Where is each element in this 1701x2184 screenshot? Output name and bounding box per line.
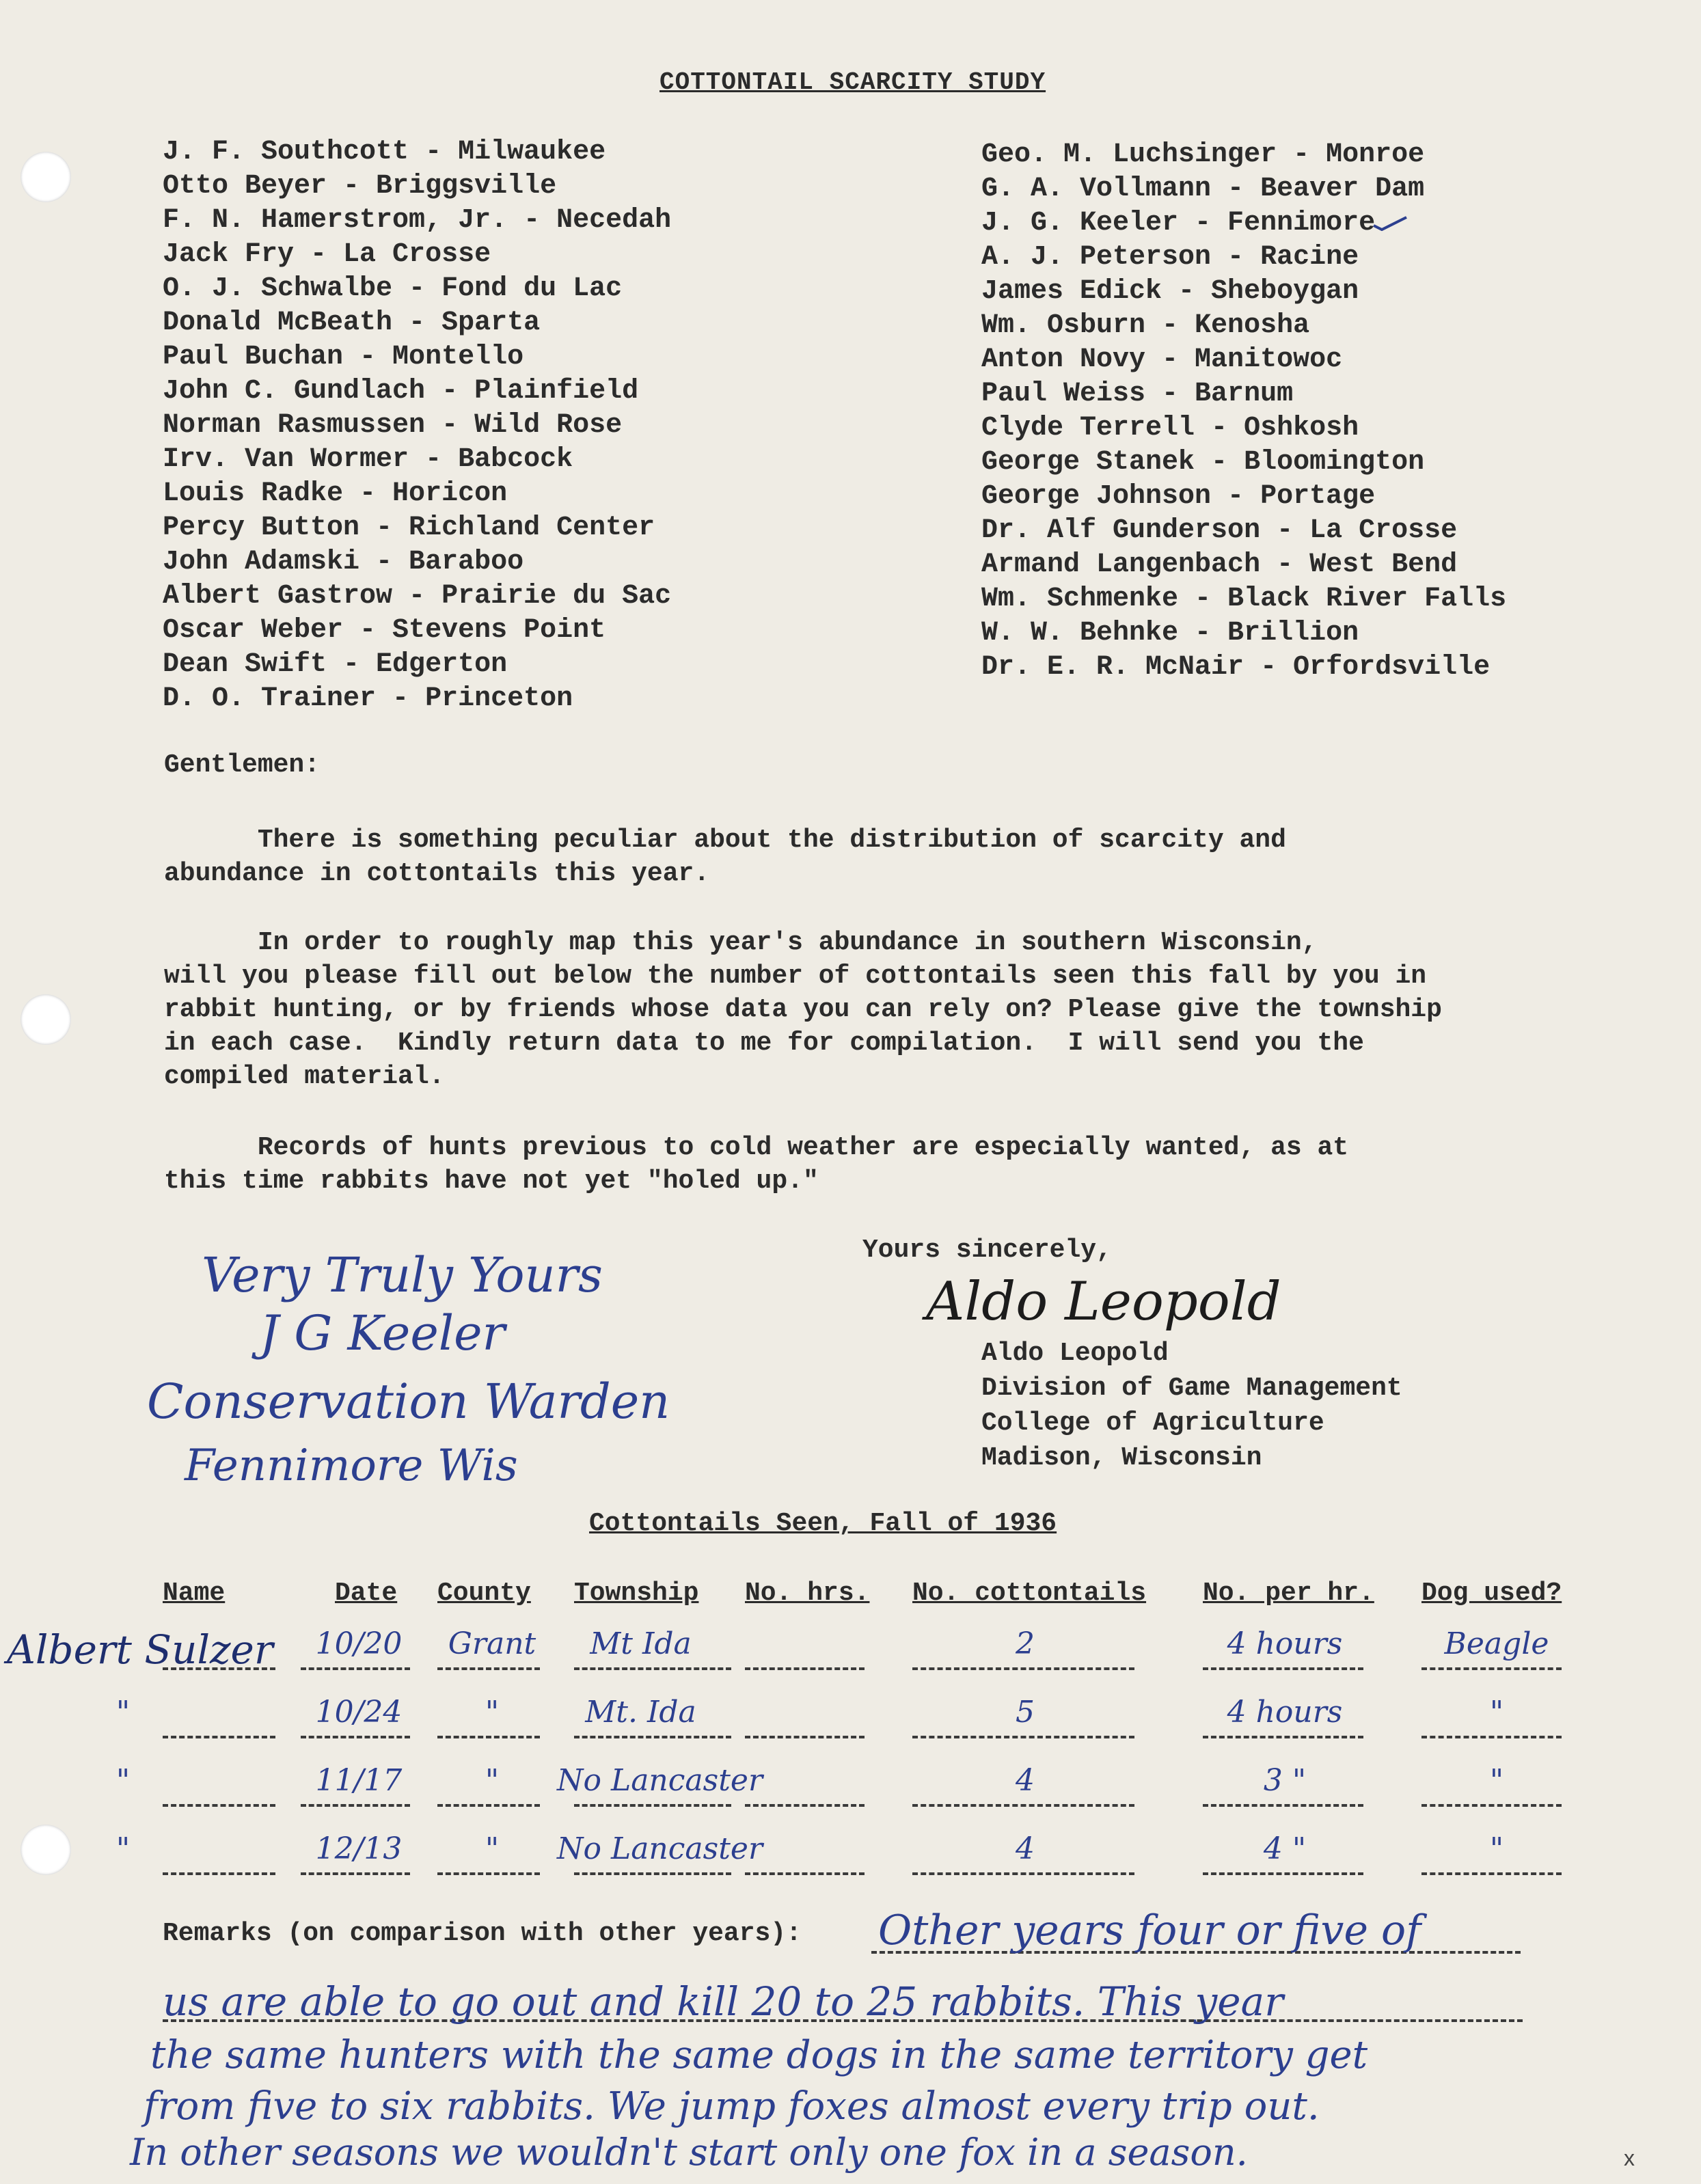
paragraph-3 (164, 1131, 1348, 1198)
header-county: County (437, 1579, 531, 1608)
remarks-line-2: us are able to go out and kill 20 to 25 rabbits. This year (163, 1978, 1283, 2025)
header-dog-used: Dog used? (1421, 1579, 1562, 1608)
remarks-line-3: the same hunters with the same dogs in the same territory get (150, 2033, 1368, 2077)
corner-mark: x (1624, 2146, 1635, 2170)
recipient-left-14: Albert Gastrow - Prairie du Sac (163, 581, 672, 612)
header-hours: No. hrs. (745, 1579, 870, 1608)
row-1-name-line (163, 1667, 275, 1670)
recipient-left-17: D. O. Trainer - Princeton (163, 683, 573, 714)
paragraph-3-line-2: this time rabbits have not yet "holed up." (164, 1166, 819, 1196)
recipient-right-13: Armand Langenbach - West Bend (981, 549, 1458, 580)
recipient-left-7: Paul Buchan - Montello (163, 342, 524, 372)
recipient-right-10: George Stanek - Bloomington (981, 447, 1425, 478)
row-4-name: " (115, 1831, 131, 1866)
row-3-county: " (485, 1763, 500, 1798)
row-3-cottontails-rule (912, 1804, 1134, 1807)
row-3-dog: " (1489, 1763, 1504, 1798)
row-1-cottontails-rule (912, 1667, 1134, 1670)
paragraph-1 (164, 823, 1286, 890)
row-1-dog: Beagle (1444, 1626, 1549, 1661)
row-2-date: 10/24 (315, 1695, 403, 1730)
row-4-township-rule (574, 1872, 731, 1875)
row-4-cottontails-rule (912, 1872, 1134, 1875)
row-2-per_hr: 4 hours (1227, 1695, 1343, 1730)
header-name: Name (163, 1579, 226, 1608)
row-2-name-line (163, 1736, 275, 1738)
recipient-left-11: Louis Radke - Horicon (163, 478, 508, 509)
signature-block-line-1: Aldo Leopold (981, 1339, 1169, 1368)
row-2-name: " (115, 1695, 131, 1730)
row-1-date-rule (301, 1667, 410, 1670)
row-4-name-line (163, 1872, 275, 1875)
paragraph-3-line-1: Records of hunts previous to cold weather are especially wanted, as at (164, 1133, 1349, 1162)
signature-block (981, 1336, 1402, 1475)
paragraph-2-line-1: In order to roughly map this year's abundance in southern Wisconsin, (164, 928, 1318, 957)
row-4-county-rule (437, 1872, 540, 1875)
row-2-dog-rule (1421, 1736, 1562, 1738)
recipient-right-15: W. W. Behnke - Brillion (981, 618, 1359, 649)
reply-note-line-1: Very Truly Yours (202, 1247, 603, 1303)
remarks-label: Remarks (on comparison with other years): (163, 1919, 802, 1948)
recipients-left-column (163, 135, 671, 716)
row-1-county: Grant (448, 1626, 536, 1661)
signature-block-line-2: Division of Game Management (981, 1374, 1402, 1403)
row-2-cottontails-rule (912, 1736, 1134, 1738)
recipient-right-4: A. J. Peterson - Racine (981, 242, 1359, 273)
recipient-left-4: Jack Fry - La Crosse (163, 239, 491, 270)
punch-hole-top (21, 152, 71, 202)
recipient-left-12: Percy Button - Richland Center (163, 513, 655, 543)
recipient-right-12: Dr. Alf Gunderson - La Crosse (981, 515, 1458, 546)
punch-hole-middle (21, 994, 71, 1045)
row-1-per_hr: 4 hours (1227, 1626, 1343, 1661)
row-3-dog-rule (1421, 1804, 1562, 1807)
leopold-signature: Aldo Leopold (926, 1271, 1281, 1333)
row-2-dog: " (1489, 1695, 1504, 1730)
recipient-left-16: Dean Swift - Edgerton (163, 649, 508, 680)
row-3-date-rule (301, 1804, 410, 1807)
row-4-dog: " (1489, 1831, 1504, 1866)
row-1-township-rule (574, 1667, 731, 1670)
row-4-date: 12/13 (315, 1831, 403, 1866)
row-2-per_hr-rule (1203, 1736, 1363, 1738)
row-4-dog-rule (1421, 1872, 1562, 1875)
remarks-line-1: Other years four or five of (878, 1907, 1421, 1954)
row-1-township: Mt Ida (590, 1626, 692, 1661)
row-2-date-rule (301, 1736, 410, 1738)
recipient-right-5: James Edick - Sheboygan (981, 276, 1359, 307)
row-3-township: No Lancaster (557, 1763, 763, 1798)
row-1-county-rule (437, 1667, 540, 1670)
row-3-name: " (115, 1763, 131, 1798)
row-2-county: " (485, 1695, 500, 1730)
recipient-left-5: O. J. Schwalbe - Fond du Lac (163, 273, 623, 304)
recipient-left-9: Norman Rasmussen - Wild Rose (163, 410, 623, 441)
row-2-hrs-rule (745, 1736, 865, 1738)
recipients-right-column (981, 138, 1506, 685)
recipient-right-11: George Johnson - Portage (981, 481, 1376, 512)
paragraph-1-line-1: There is something peculiar about the distribution of scarcity and (164, 825, 1286, 855)
row-4-township: No Lancaster (557, 1831, 763, 1866)
row-2-cottontails: 5 (1016, 1695, 1035, 1730)
row-4-cottontails: 4 (1016, 1831, 1035, 1866)
document-title: COTTONTAIL SCARCITY STUDY (659, 68, 1046, 96)
row-3-county-rule (437, 1804, 540, 1807)
row-4-per_hr-rule (1203, 1872, 1363, 1875)
signature-block-line-4: Madison, Wisconsin (981, 1443, 1262, 1473)
row-4-hrs-rule (745, 1872, 865, 1875)
reply-note-line-2: J G Keeler (260, 1305, 506, 1361)
header-cottontails: No. cottontails (912, 1579, 1147, 1608)
recipient-right-1: Geo. M. Luchsinger - Monroe (981, 139, 1425, 170)
row-3-name-line (163, 1804, 275, 1807)
row-1-per_hr-rule (1203, 1667, 1363, 1670)
check-mark-icon (1372, 216, 1408, 231)
recipient-left-8: John C. Gundlach - Plainfield (163, 376, 639, 407)
recipient-left-1: J. F. Southcott - Milwaukee (163, 137, 606, 167)
reply-note-line-3: Conservation Warden (147, 1374, 670, 1430)
remarks-line-5: In other seasons we wouldn't start only one fox in a season. (130, 2131, 1248, 2174)
row-1-cottontails: 2 (1016, 1626, 1035, 1661)
paragraph-2-line-5: compiled material. (164, 1062, 445, 1091)
row-2-township: Mt. Ida (585, 1695, 696, 1730)
paragraph-1-line-2: abundance in cottontails this year. (164, 859, 710, 888)
paragraph-2 (164, 926, 1442, 1093)
paragraph-2-line-2: will you please fill out below the number of cottontails seen this fall by you in (164, 961, 1427, 991)
row-3-per_hr: 3 " (1263, 1763, 1307, 1798)
recipient-right-9: Clyde Terrell - Oshkosh (981, 413, 1359, 443)
header-per-hour: No. per hr. (1203, 1579, 1374, 1608)
recipient-left-13: John Adamski - Baraboo (163, 547, 524, 577)
header-date: Date (335, 1579, 398, 1608)
paragraph-2-line-3: rabbit hunting, or by friends whose data you can rely on? Please give the township (164, 995, 1442, 1024)
row-3-township-rule (574, 1804, 731, 1807)
recipient-left-3: F. N. Hamerstrom, Jr. - Necedah (163, 205, 672, 236)
recipient-right-16: Dr. E. R. McNair - Orfordsville (981, 652, 1491, 683)
row-3-per_hr-rule (1203, 1804, 1363, 1807)
header-township: Township (574, 1579, 699, 1608)
recipient-left-2: Otto Beyer - Briggsville (163, 171, 557, 202)
recipient-right-2: G. A. Vollmann - Beaver Dam (981, 174, 1425, 204)
table-title: Cottontails Seen, Fall of 1936 (589, 1509, 1057, 1538)
row-3-hrs-rule (745, 1804, 865, 1807)
recipient-right-8: Paul Weiss - Barnum (981, 379, 1294, 409)
row-4-date-rule (301, 1872, 410, 1875)
row-3-cottontails: 4 (1016, 1763, 1035, 1798)
recipient-right-7: Anton Novy - Manitowoc (981, 344, 1343, 375)
signature-block-line-3: College of Agriculture (981, 1408, 1324, 1438)
paragraph-2-line-4: in each case. Kindly return data to me for compilation. I will send you the (164, 1028, 1364, 1058)
recipient-left-15: Oscar Weber - Stevens Point (163, 615, 606, 646)
row-2-township-rule (574, 1736, 731, 1738)
remarks-line-4: from five to six rabbits. We jump foxes almost every trip out. (144, 2084, 1320, 2129)
row-1-hrs-rule (745, 1667, 865, 1670)
recipient-right-14: Wm. Schmenke - Black River Falls (981, 584, 1507, 614)
row-1-name: Albert Sulzer (7, 1626, 273, 1673)
reply-note-line-4: Fennimore Wis (185, 1441, 518, 1491)
recipient-right-3: J. G. Keeler - Fennimore (981, 208, 1376, 238)
recipient-left-6: Donald McBeath - Sparta (163, 308, 541, 338)
row-3-date: 11/17 (315, 1763, 403, 1798)
row-4-per_hr: 4 " (1263, 1831, 1307, 1866)
recipient-right-6: Wm. Osburn - Kenosha (981, 310, 1310, 341)
row-2-county-rule (437, 1736, 540, 1738)
closing: Yours sincerely, (862, 1236, 1112, 1265)
recipient-left-10: Irv. Van Wormer - Babcock (163, 444, 573, 475)
row-1-date: 10/20 (315, 1626, 403, 1661)
row-1-dog-rule (1421, 1667, 1562, 1670)
salutation: Gentlemen: (164, 750, 321, 780)
row-4-county: " (485, 1831, 500, 1866)
